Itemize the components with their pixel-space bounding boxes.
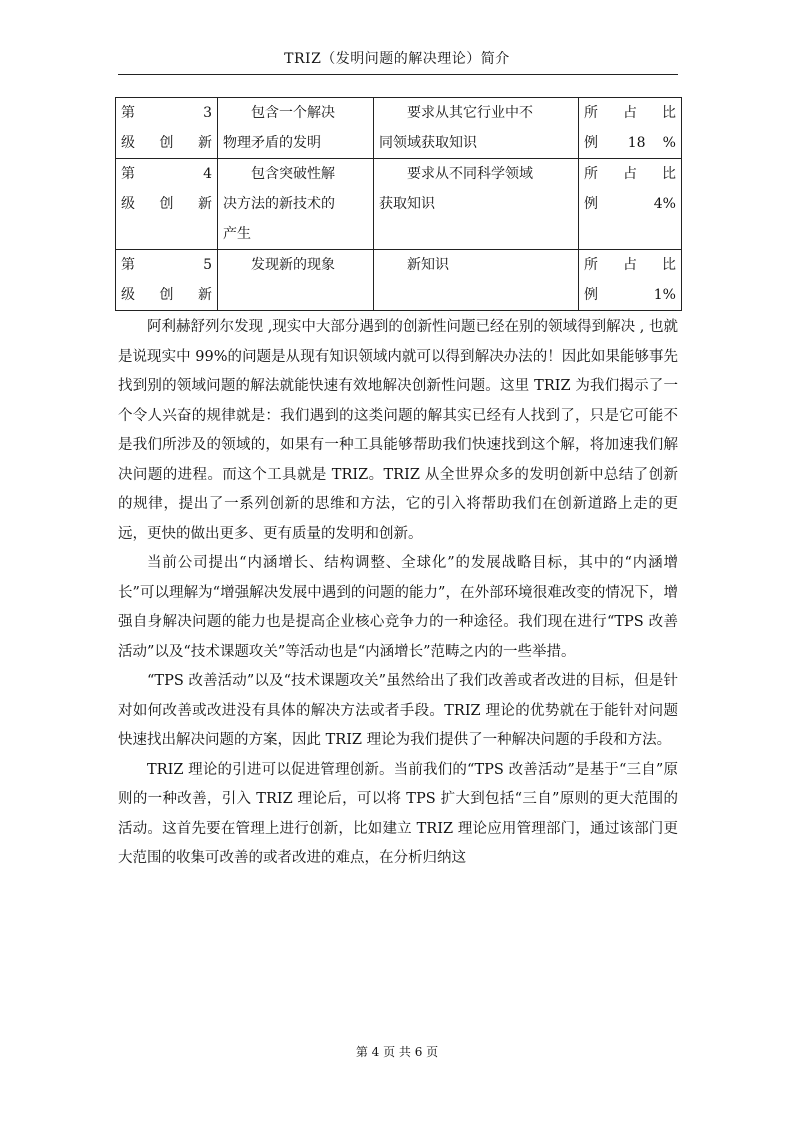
body-text [118, 313, 678, 874]
paragraph: “TPS 改善活动”以及“技术课题攻关”虽然给出了我们改善或者改进的目标，但是针对如何改善或改进没有具体的解决方法或者手段。TRIZ 理论的优势就在于能针对问题快速找出解决问题的方案，因此 TRIZ 理论为我们提供了一种解决问题的手段和方法。 [118, 673, 678, 748]
table-row [116, 250, 682, 311]
share-cell [579, 98, 682, 159]
level-cell [116, 159, 218, 250]
share-cell-line: 所占比 [584, 166, 676, 182]
level-cell-line: 第 4 [121, 166, 212, 182]
share-cell-line: 所占比 [584, 105, 676, 121]
paragraph: 当前公司提出“内涵增长、结构调整、全球化”的发展战略目标，其中的“内涵增长”可以理解为“增强解决发展中遇到的问题的能力”，在外部环境很难改变的情况下，增强自身解决问题的能力也是提高企业核心竞争力的一种途径。我们现在进行“TPS 改善活动”以及“技术课题攻关”等活动也是“内涵增长”范畴之内的一些举措。 [118, 555, 678, 660]
content-cell-line: 包含突破性解 [251, 166, 335, 182]
level-cell-line: 级创新 [121, 135, 212, 151]
table-row [116, 159, 682, 250]
content-cell-line: 发现新的现象 [251, 257, 335, 273]
share-cell [579, 159, 682, 250]
level-cell-line: 级创新 [121, 287, 212, 303]
content-cell [218, 159, 374, 250]
content-cell [218, 98, 374, 159]
share-cell-line: 所占比 [584, 257, 676, 273]
knowledge-cell-line: 要求从其它行业中不 [407, 105, 533, 121]
content-cell-line: 包含一个解决 [251, 105, 335, 121]
knowledge-cell [374, 98, 579, 159]
content-cell-line: 物理矛盾的发明 [223, 135, 321, 151]
page-footer: 第 4 页 共 6 页 [355, 1045, 439, 1059]
table-row [116, 98, 682, 159]
content-cell-line: 产生 [223, 226, 251, 242]
header-title: TRIZ（发明问题的解决理论）简介 [284, 51, 510, 67]
paragraph: 阿利赫舒列尔发现 ,现实中大部分遇到的创新性问题已经在别的领域得到解决 , 也就是说现实中 99%的问题是从现有知识领域内就可以得到解决办法的！因此如果能够事先找到别的领域问题的解法就能快速有效地解决创新性问题。这里 TRIZ 为我们揭示了一个令人兴奋的规律就是：我们遇到的这类问题的解其实已经有人找到了，只是它可能不是我们所涉及的领域的，如果有一种工具能够帮助我们快速找到这个解，将加速我们解决问题的进程。而这个工具就是 TRIZ。TRIZ 从全世界众多的发明创新中总结了创新的规律，提出了一系列创新的思维和方法，它的引入将帮助我们在创新道路上走的更远，更快的做出更多、更有质量的发明和创新。 [118, 319, 678, 542]
content-cell [218, 250, 374, 311]
header-divider [118, 74, 678, 75]
knowledge-cell-line: 要求从不同科学领域 [407, 166, 533, 182]
content-cell-line: 决方法的新技术的 [223, 196, 335, 212]
knowledge-cell [374, 250, 579, 311]
paragraph: TRIZ 理论的引进可以促进管理创新。当前我们的“TPS 改善活动”是基于“三自”原则的一种改善，引入 TRIZ 理论后，可以将 TPS 扩大到包括“三自”原则的更大范围的活动。这首先要在管理上进行创新，比如建立 TRIZ 理论应用管理部门，通过该部门更大范围的收集可改善的或者改进的难点，在分析归纳这 [118, 761, 678, 866]
level-cell-line: 第 5 [121, 257, 212, 273]
knowledge-cell-line: 新知识 [407, 257, 449, 273]
knowledge-cell [374, 159, 579, 250]
innovation-level-table [115, 97, 682, 311]
knowledge-cell-line: 获取知识 [379, 196, 435, 212]
level-cell [116, 250, 218, 311]
level-cell-line: 第 3 [121, 105, 212, 121]
level-cell [116, 98, 218, 159]
share-cell [579, 250, 682, 311]
share-cell-line: 例 1% [584, 287, 676, 303]
level-cell-line: 级创新 [121, 196, 212, 212]
share-cell-line: 例 18 % [584, 135, 676, 151]
knowledge-cell-line: 同领域获取知识 [379, 135, 477, 151]
share-cell-line: 例 4% [584, 196, 676, 212]
